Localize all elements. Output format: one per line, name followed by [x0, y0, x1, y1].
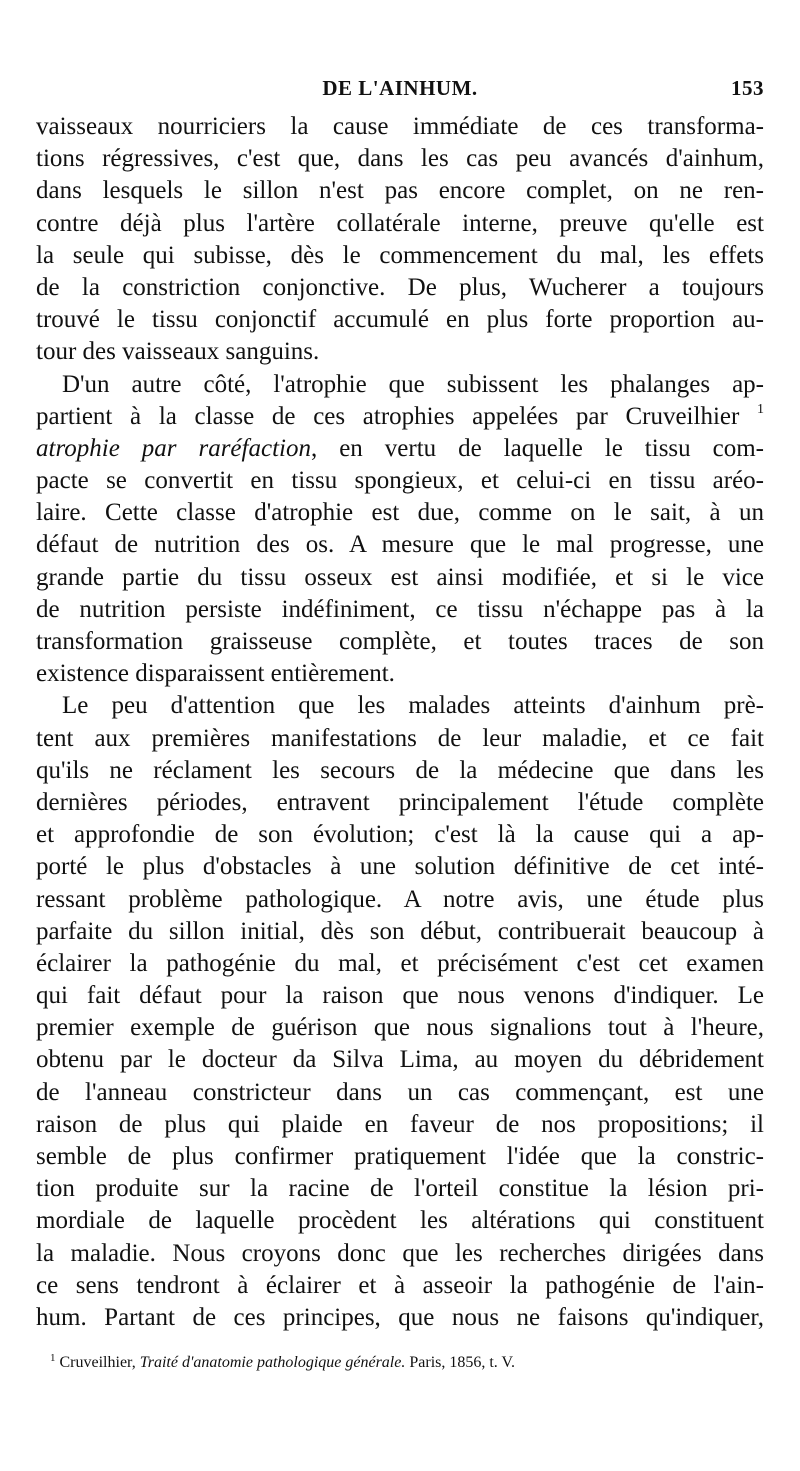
footnote	[50, 1352, 770, 1372]
text-line-with-footnote-ref	[36, 401, 764, 433]
text-line: défaut de nutrition des os. A mesure que le mal progresse, une	[36, 531, 764, 559]
text-line: raison de plus qui plaide en faveur de nos propositions; il	[36, 1110, 764, 1138]
text-line: dernières périodes, entravent principalement l'étude complète	[36, 788, 764, 816]
text-line: tions régressives, c'est que, dans les cas peu avancés d'ainhum,	[36, 145, 764, 173]
text-line: grande partie du tissu osseux est ainsi modifiée, et si le vice	[36, 563, 764, 591]
text-line: D'un autre côté, l'atrophie que subissent les phalanges ap-	[62, 370, 764, 398]
text-line: parfaite du sillon initial, dès son début, contribuerait beaucoup à	[36, 917, 764, 945]
text-line: trouvé le tissu conjonctif accumulé en plus forte proportion au-	[36, 306, 764, 334]
running-title: DE L'AINHUM.	[322, 76, 478, 100]
text-line: éclairer la pathogénie du mal, et précisément c'est cet examen	[36, 949, 764, 977]
text-line: qu'ils ne réclament les secours de la médecine que dans les	[36, 756, 764, 784]
text-line: mordiale de laquelle procèdent les altérations qui constituent	[36, 1207, 764, 1235]
text-line: et approfondie de son évolution; c'est là la cause qui a ap-	[36, 821, 764, 849]
text-line: hum. Partant de ces principes, que nous ne faisons qu'indiquer,	[36, 1303, 764, 1331]
body-text	[36, 111, 764, 1334]
text-line: de l'anneau constricteur dans un cas commençant, est une	[36, 1078, 764, 1106]
text-line: obtenu par le docteur da Silva Lima, au moyen du débridement	[36, 1046, 764, 1074]
text-line: semble de plus confirmer pratiquement l'idée que la constric-	[36, 1143, 764, 1170]
footnote-ref: 1	[757, 401, 764, 417]
text-segment: , en vertu de laquelle le tissu com-	[310, 434, 764, 462]
text-line: Le peu d'attention que les malades atteints d'ainhum prè-	[62, 692, 764, 720]
text-line: tent aux premières manifestations de leur maladie, et ce fait	[36, 724, 764, 752]
text-line: ce sens tendront à éclairer et à asseoir la pathogénie de l'ain-	[36, 1271, 764, 1299]
footnote-author: Cruveilhier,	[59, 1354, 136, 1371]
text-line: dans lesquels le sillon n'est pas encore complet, on ne ren-	[36, 177, 764, 205]
footnote-mark: 1	[50, 1352, 56, 1364]
text-line-with-italic	[36, 433, 764, 465]
running-header	[36, 76, 764, 106]
italic-term: atrophie par raréfaction	[36, 434, 311, 462]
text-line: laire. Cette classe d'atrophie est due, comme on le sait, à un	[36, 499, 764, 527]
text-line: la seule qui subisse, dès le commencement du mal, les effets	[36, 241, 764, 269]
text-line: ressant problème pathologique. A notre avis, une étude plus	[36, 885, 764, 913]
text-line: vaisseaux nourriciers la cause immédiate de ces transforma-	[36, 113, 764, 140]
text-segment: partient à la classe de ces atrophies appelées par Cruveilhier	[36, 402, 740, 430]
text-line: de nutrition persiste indéfiniment, ce tissu n'échappe pas à la	[36, 595, 764, 623]
text-line: tion produite sur la racine de l'orteil constitue la lésion pri-	[36, 1175, 764, 1203]
page-number: 153	[731, 76, 764, 100]
text-line: existence disparaissent entièrement.	[36, 660, 395, 688]
text-line: porté le plus d'obstacles à une solution définitive de cet inté-	[36, 853, 764, 881]
footnote-imprint: Paris, 1856, t. V.	[409, 1354, 516, 1371]
text-line: pacte se convertit en tissu spongieux, et celui-ci en tissu aréo-	[36, 467, 764, 495]
text-line: de la constriction conjonctive. De plus, Wucherer a toujours	[36, 273, 764, 301]
text-line: tour des vaisseaux sanguins.	[36, 338, 320, 366]
text-line: qui fait défaut pour la raison que nous venons d'indiquer. Le	[36, 982, 764, 1010]
text-line: contre déjà plus l'artère collatérale interne, preuve qu'elle est	[36, 209, 764, 237]
footnote-work-title: Traité d'anatomie pathologique générale.	[139, 1354, 406, 1371]
text-line: la maladie. Nous croyons donc que les recherches dirigées dans	[36, 1239, 764, 1267]
text-line: premier exemple de guérison que nous signalions tout à l'heure,	[36, 1014, 764, 1042]
text-line: transformation graisseuse complète, et toutes traces de son	[36, 628, 764, 655]
